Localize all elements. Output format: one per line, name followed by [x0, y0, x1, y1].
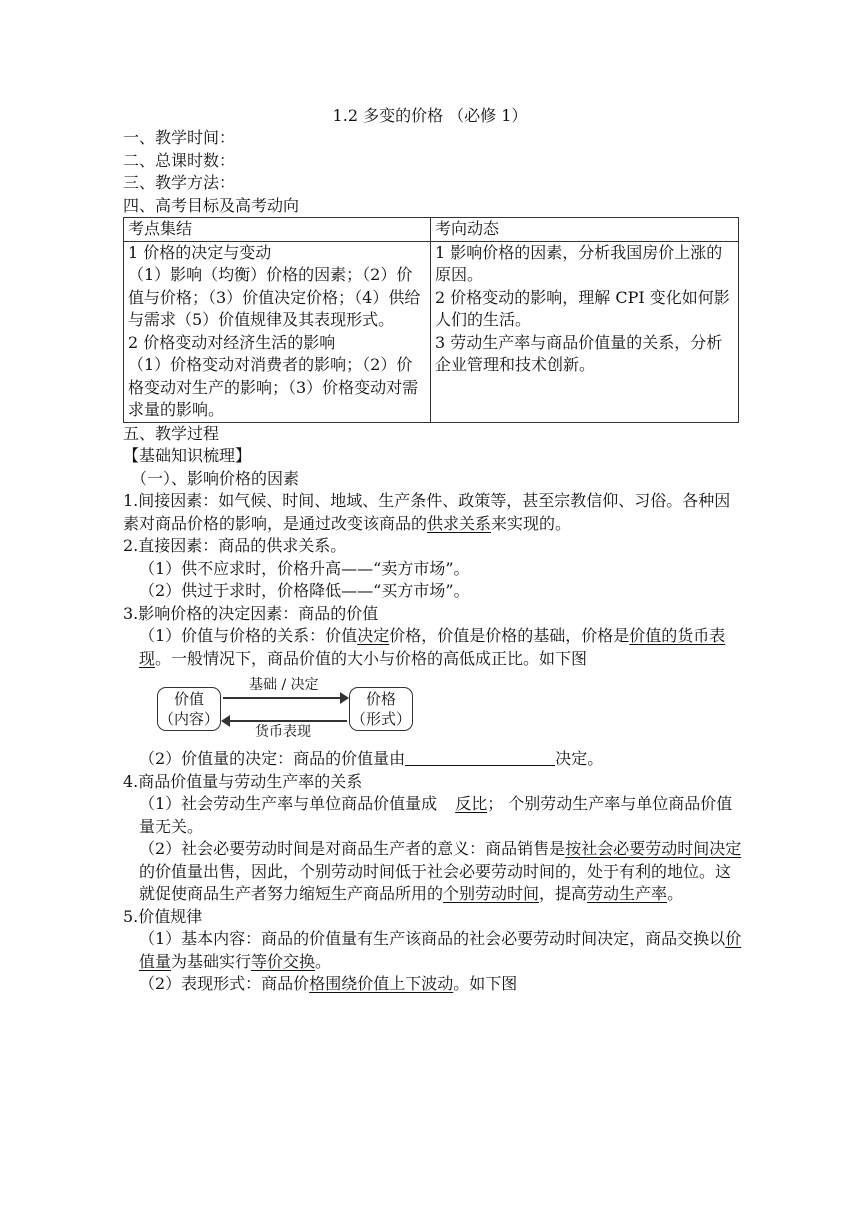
- para-indirect-factors: [123, 490, 743, 535]
- text: 。: [315, 951, 332, 971]
- text: 。如下图: [453, 974, 518, 993]
- underlined-text: 按社会必要劳动时间决定: [565, 839, 742, 858]
- section-teaching-time: 一、教学时间：: [123, 128, 236, 147]
- text: （2）社会必要劳动时间是对商品生产者的意义：商品销售是: [139, 839, 566, 858]
- para-decisive-factor: 3.影响价格的决定因素：商品的价值: [123, 603, 379, 623]
- underlined-text: 价值的货币表现: [139, 626, 726, 668]
- underlined-text: 格围绕价值上下波动: [309, 974, 454, 993]
- value-box: [157, 687, 221, 731]
- text: 为基础实行: [171, 951, 252, 971]
- fill-in-blank: [405, 749, 555, 766]
- underlined-text: 劳动生产率: [587, 884, 668, 903]
- price-box-label: 价格: [365, 690, 396, 708]
- para-value-price-relation: [123, 625, 743, 670]
- para-productivity-1: [123, 793, 743, 838]
- value-box-sublabel: （内容）: [158, 710, 219, 728]
- text: 。一般情况下，商品价值的大小与价格的高低成正比。如下图: [155, 648, 588, 668]
- section-teaching-method: 三、教学方法：: [123, 173, 236, 192]
- text: 决定。: [555, 749, 604, 768]
- value-price-diagram: [157, 677, 427, 746]
- value-box-label: 价值: [173, 690, 204, 708]
- price-box: [349, 687, 413, 731]
- section-exam-goals: 四、高考目标及高考动向: [123, 195, 300, 215]
- text: 的价值量出售，因此，个别劳动时间低于社会必要劳动时间的，处于有利的地位。这就促使商品生产者努力缩短生产商品所用的: [139, 861, 732, 903]
- text: 。: [667, 884, 684, 903]
- para-productivity-2: [123, 838, 743, 906]
- underlined-text: 个别劳动时间: [443, 884, 540, 903]
- para-direct-factors: 2.直接因素：商品的供求关系。: [123, 536, 347, 555]
- point-2: 2 价格变动对经济生活的影响: [128, 332, 336, 352]
- trend-1: 1 影响价格的因素，分析我国房价上涨的原因。: [435, 242, 723, 284]
- section-total-hours: 二、总课时数：: [123, 150, 236, 170]
- underlined-text: 决定: [357, 626, 390, 645]
- table-header-points: 考点集结: [124, 218, 431, 242]
- point-2-detail: （1）价格变动对消费者的影响；（2）价格变动对生产的影响；（3）价格变动对需求量的影响。: [128, 355, 419, 419]
- para-productivity-heading: 4.商品价值量与劳动生产率的关系: [123, 771, 363, 791]
- arrow-label-money: 货币表现: [255, 724, 311, 740]
- document-body: [123, 127, 743, 996]
- underlined-text: 等价交换: [251, 951, 316, 971]
- page-title: 1.2 多变的价格 （必修 1）: [332, 106, 528, 125]
- underlined-text: 反比: [455, 794, 488, 813]
- point-1-detail: （1）影响（均衡）价格的因素；（2）价值与价格；（3）价值决定价格；（4）供给与需求（5）价值规律及其表现形式。: [128, 265, 421, 329]
- text: ，提高: [539, 884, 588, 903]
- price-box-sublabel: （形式）: [350, 710, 411, 728]
- text: ； 个别劳动生产率与单位商品价值量无关。: [139, 794, 733, 836]
- para-value-law-heading: 5.价值规律: [123, 906, 203, 926]
- text: （2）表现形式：商品价: [139, 974, 310, 993]
- heading-basic-knowledge: 【基础知识梳理】: [123, 446, 252, 465]
- table-cell-trends: [431, 241, 739, 422]
- exam-objectives-table: [123, 217, 739, 423]
- arrow-left: [223, 720, 347, 722]
- subheading-price-factors: （一）、影响价格的因素: [131, 468, 300, 488]
- underlined-text: 供求关系: [427, 513, 492, 533]
- text: 1.间接因素：如气候、时间、地域、生产条件、政策等，甚至宗教信仰、习俗。各种因素对商品价格的影响，是通过改变该商品的: [123, 491, 731, 533]
- trend-3: 3 劳动生产率与商品价值量的关系，分析企业管理和技术创新。: [435, 332, 723, 374]
- text: 价格，价值是价格的基础，价格是: [389, 626, 630, 645]
- para-buyer-market: （2）供过于求时，价格降低——“买方市场”。: [139, 581, 470, 600]
- section-teaching-process: 五、教学过程: [123, 423, 220, 443]
- para-value-law-content: [123, 928, 743, 973]
- text: （2）价值量的决定：商品的价值量由: [139, 749, 406, 768]
- table-cell-points: [124, 241, 431, 422]
- point-1: 1 价格的决定与变动: [128, 242, 272, 262]
- para-seller-market: （1）供不应求时，价格升高——“卖方市场”。: [139, 558, 470, 578]
- text: （1）社会劳动生产率与单位商品价值量成: [139, 794, 438, 813]
- text: （1）基本内容：商品的价值量有生产该商品的社会必要劳动时间决定，商品交换以: [139, 929, 726, 948]
- para-value-quantity: [123, 748, 743, 771]
- arrow-label-basis: 基础 / 决定: [249, 677, 319, 693]
- para-value-law-form: [123, 973, 743, 996]
- trend-2: 2 价格变动的影响，理解 CPI 变化如何影人们的生活。: [435, 287, 730, 329]
- text: 来实现的。: [491, 513, 572, 533]
- table-header-trends: 考向动态: [431, 218, 739, 242]
- underlined-text: 价值量: [139, 929, 742, 971]
- arrow-right: [223, 697, 347, 699]
- text: （1）价值与价格的关系：价值: [139, 626, 358, 645]
